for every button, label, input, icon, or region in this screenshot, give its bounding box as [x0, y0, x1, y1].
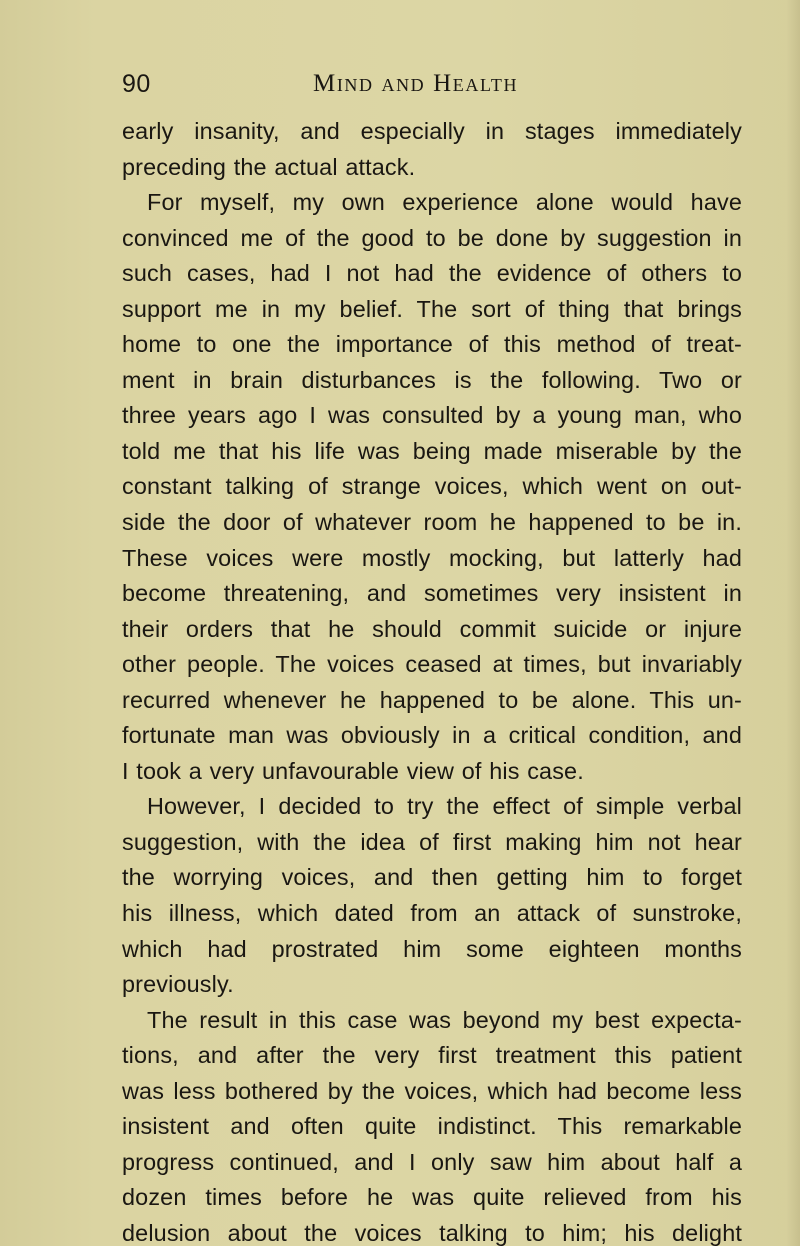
text-line: preceding the actual attack. [122, 153, 416, 180]
text-line: insistent and often quite indistinct. This remarkable [122, 1113, 742, 1140]
text-line: home to one the importance of this method of treat- [122, 331, 742, 358]
text-line: his illness, which dated from an attack of sunstroke, [122, 900, 742, 927]
text-line: tions, and after the very first treatment this patient [122, 1042, 742, 1069]
text-line: convinced me of the good to be done by suggestion in [122, 224, 742, 251]
text-line: which had prostrated him some eighteen months [122, 935, 742, 962]
text-line: progress continued, and I only saw him about half a [122, 1148, 742, 1175]
text-line: previously. [122, 971, 234, 998]
body-text [122, 114, 742, 1246]
text-line: other people. The voices ceased at times, but invariably [122, 651, 742, 678]
text-line: told me that his life was being made miserable by the [122, 437, 742, 464]
text-line: such cases, had I not had the evidence of others to [122, 260, 742, 287]
text-line: However, I decided to try the effect of simple verbal [147, 793, 742, 820]
text-line: ment in brain disturbances is the following. Two or [122, 366, 742, 393]
text-line: I took a very unfavourable view of his case. [122, 757, 584, 784]
text-line: recurred whenever he happened to be alone. This un- [122, 686, 742, 713]
text-line: was less bothered by the voices, which had become less [122, 1077, 742, 1104]
text-line: fortunate man was obviously in a critical condition, and [122, 722, 742, 749]
text-line: three years ago I was consulted by a young man, who [122, 402, 742, 429]
text-line: constant talking of strange voices, which went on out- [122, 473, 742, 500]
text-line: support me in my belief. The sort of thing that brings [122, 295, 742, 322]
text-line: The result in this case was beyond my best expecta- [147, 1006, 742, 1033]
text-line: early insanity, and especially in stages immediately [122, 118, 742, 144]
running-head: Mind and Health [313, 70, 519, 97]
text-line: their orders that he should commit suicide or injure [122, 615, 742, 642]
page-header [122, 66, 742, 106]
text-line: delusion about the voices talking to him; his delight [122, 1219, 742, 1246]
text-line: These voices were mostly mocking, but latterly had [122, 544, 742, 571]
text-line: side the door of whatever room he happened to be in. [122, 509, 742, 536]
page-number: 90 [122, 70, 151, 98]
text-line: suggestion, with the idea of first making him not hear [122, 828, 742, 855]
text-line: become threatening, and sometimes very insistent in [122, 580, 742, 607]
text-line: the worrying voices, and then getting him to forget [122, 864, 742, 891]
text-line: For myself, my own experience alone would have [147, 189, 742, 216]
text-line: dozen times before he was quite relieved from his [122, 1184, 742, 1211]
